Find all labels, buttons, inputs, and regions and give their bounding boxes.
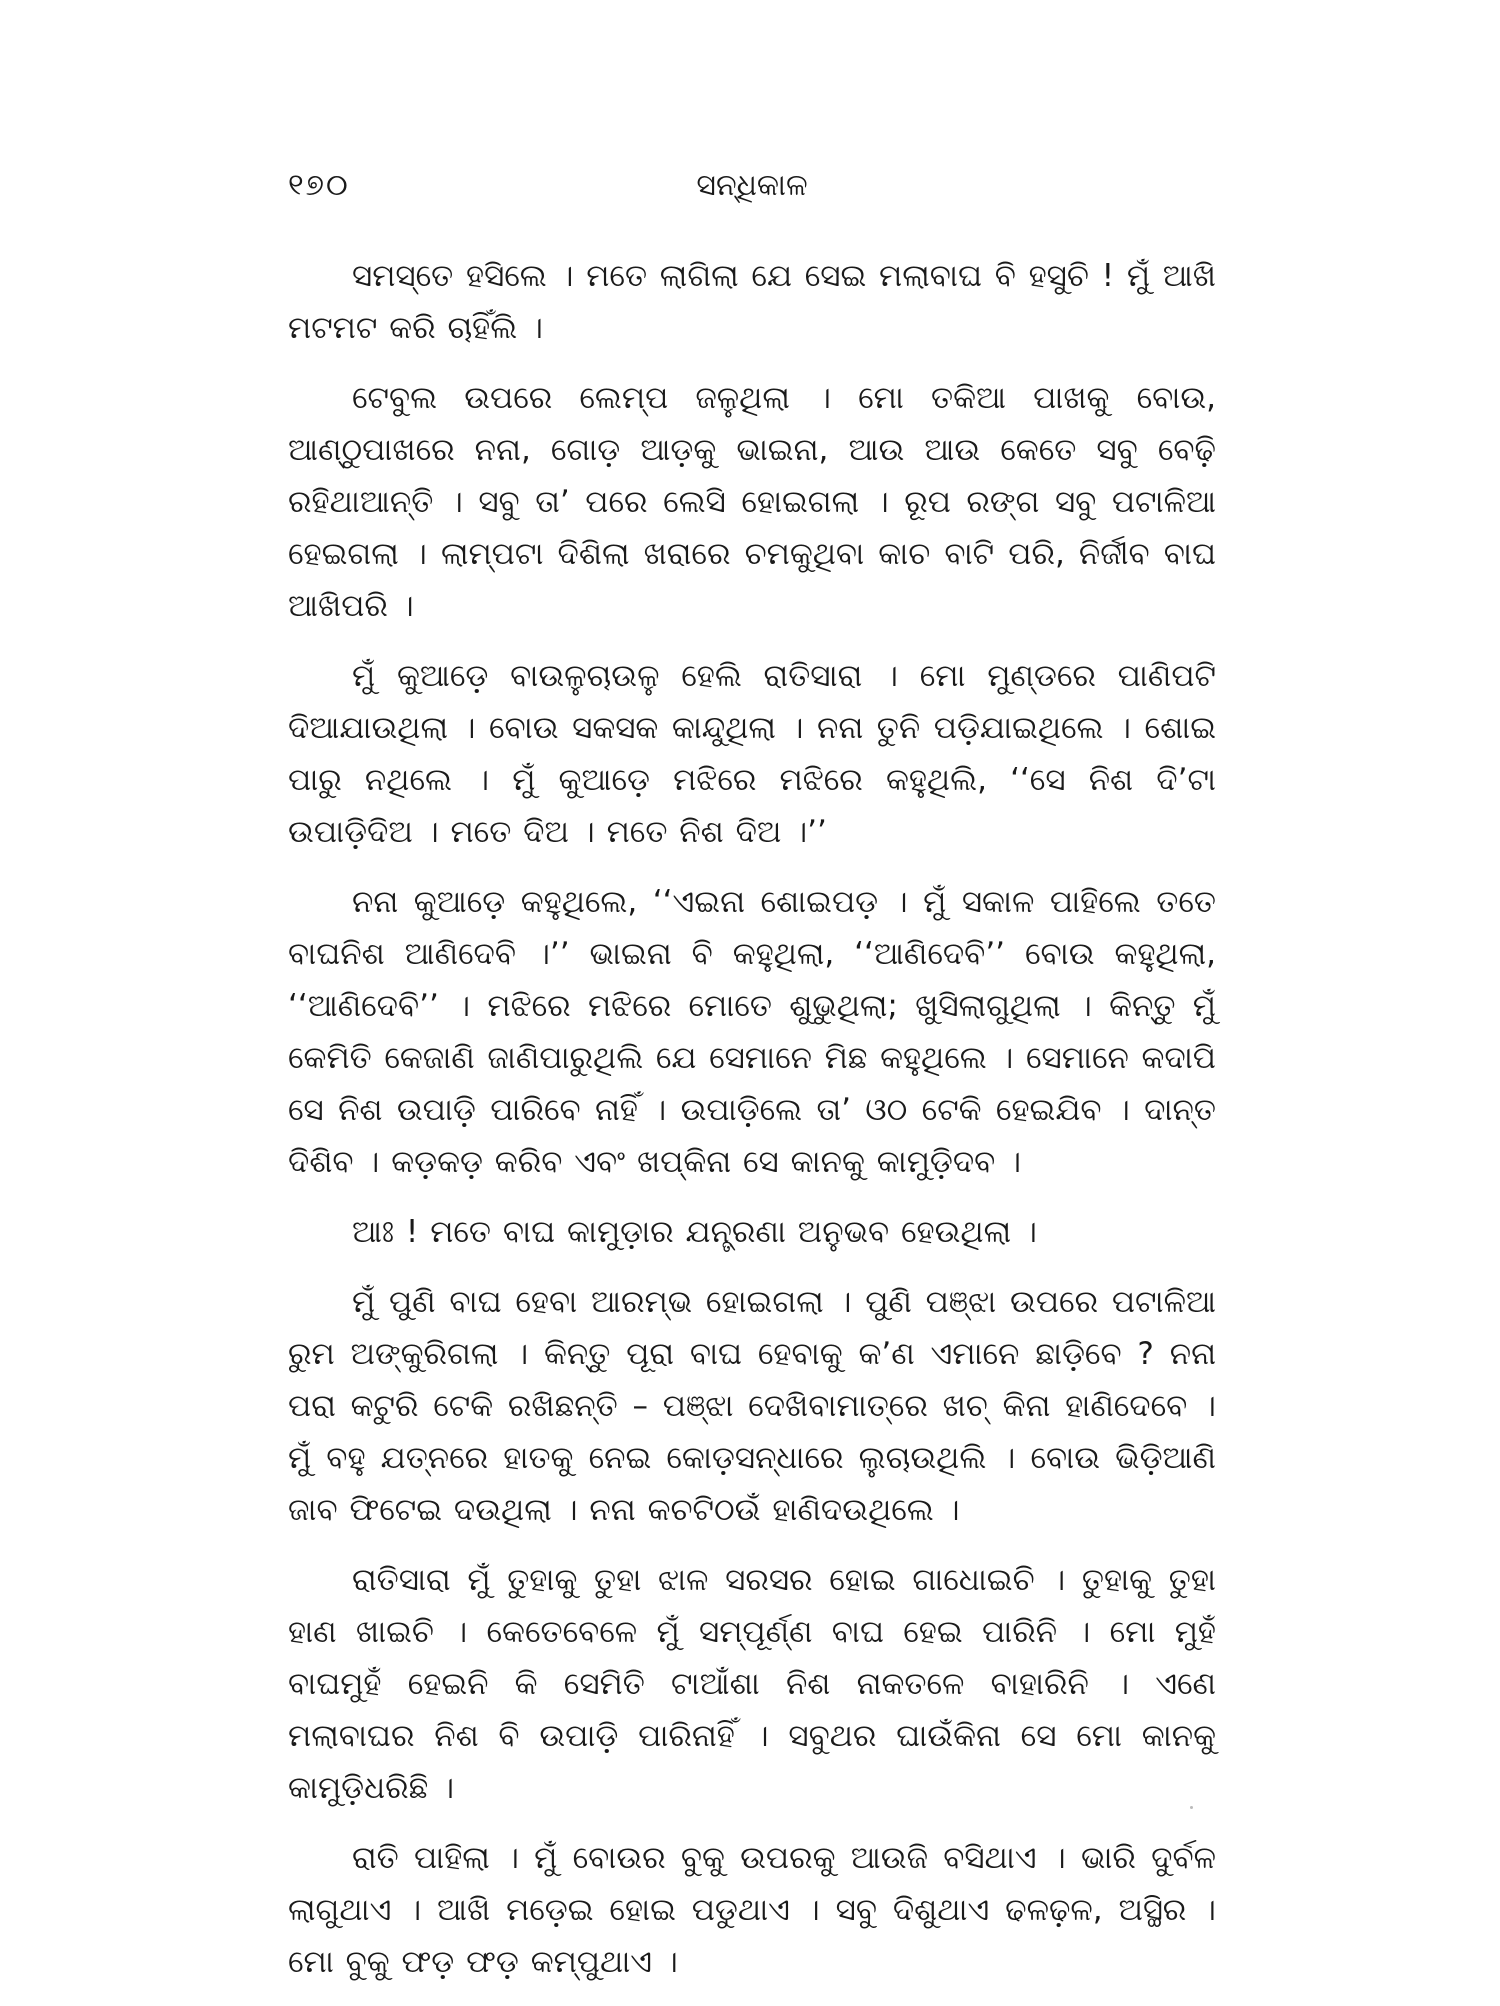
paragraph: ମୁଁ ପୁଣି ବାଘ ହେବା ଆରମ୍ଭ ହୋଇଗଲା । ପୁଣି ପଞ୍ଝା ଉପରେ ପଟାଳିଆ ରୁମ ଅଙ୍କୁରିଗଲା । କିନ୍ତୁ ପୂରା ବାଘ ହେବାକୁ କ’ଣ ଏମାନେ ଛାଡ଼ିବେ ? ନନା ପରା କଟୁରି ଟେକି ରଖିଛନ୍ତି – ପଞ୍ଝା ଦେଖିବାମାତ୍ରେ ଖଚ୍ କିନା ହାଣିଦେବେ । ମୁଁ ବହୁ ଯତ୍ନରେ ହାତକୁ ନେଇ କୋଡ଼ସନ୍ଧାରେ ଲୁଚାଉଥିଲି । ବୋଉ ଭିଡ଼ିଆଣି ଜାବ ଫିଟେଇ ଦଉଥିଲା । ନନା କଚଟିଠଉଁ ହାଣିଦଉଥିଲେ । <box>288 1284 1216 1528</box>
paragraph: ମୁଁ କୁଆଡ଼େ ବାଉଳୁଚାଉଳୁ ହେଲି ରାତିସାରା । ମୋ ମୁଣ୍ଡରେ ପାଣିପଟି ଦିଆଯାଉଥିଲା । ବୋଉ ସକସକ କାନ୍ଦୁଥିଲା । ନନା ତୁନି ପଡ଼ିଯାଇଥିଲେ । ଶୋଇ ପାରୁ ନଥିଲେ । ମୁଁ କୁଆଡ଼େ ମଝିରେ ମଝିରେ କହୁଥିଲି, ‘‘ସେ ନିଶ ଦି’ଟା ଉପାଡ଼ିଦିଅ । ମତେ ଦିଅ । ମତେ ନିଶ ଦିଅ ।’’ <box>288 658 1216 850</box>
paragraph: ଟେବୁଲ ଉପରେ ଲେମ୍ପ ଜଳୁଥିଲା । ମୋ ତକିଆ ପାଖକୁ ବୋଉ, ଆଣ୍ଠୁପାଖରେ ନନା, ଗୋଡ଼ ଆଡ଼କୁ ଭାଇନା, ଆଉ ଆଉ କେତେ ସବୁ ବେଢ଼ି ରହିଥାଆନ୍ତି । ସବୁ ତା’ ପରେ ଲେସି ହୋଇଗଲା । ରୂପ ରଙ୍ଗ ସବୁ ପଟାଳିଆ ହେଇଗଲା । ଲାମ୍ପଟା ଦିଶିଲା ଖରାରେ ଚମକୁଥିବା କାଚ ବାଟି ପରି, ନିର୍ଜୀବ ବାଘ ଆଖିପରି । <box>288 380 1216 624</box>
paragraph: ଆଃ ! ମତେ ବାଘ କାମୁଡ଼ାର ଯନ୍ତ୍ରଣା ଅନୁଭବ ହେଉଥିଲା । <box>352 1214 1037 1250</box>
scan-speck <box>1190 1806 1193 1809</box>
body-text <box>288 250 1216 2006</box>
paragraph: ରାତି ପାହିଲା । ମୁଁ ବୋଉର ବୁକୁ ଉପରକୁ ଆଉଜି ବସିଥାଏ । ଭାରି ଦୁର୍ବଳ ଲାଗୁଥାଏ । ଆଖି ମଡ଼େଇ ହୋଇ ପଡୁଥାଏ । ସବୁ ଦିଶୁଥାଏ ଢଳଢ଼ଳ, ଅସ୍ଥିର । ମୋ ବୁକୁ ଫଡ଼ ଫଡ଼ କମ୍ପୁଥାଏ । <box>288 1840 1216 1980</box>
page-number: ୧୭୦ <box>288 168 350 203</box>
running-title: ସନ୍ଧିକାଳ <box>696 168 808 203</box>
paragraph: ନନା କୁଆଡ଼େ କହୁଥିଲେ, ‘‘ଏଇନା ଶୋଇପଡ଼ । ମୁଁ ସକାଳ ପାହିଲେ ତତେ ବାଘନିଶ ଆଣିଦେବି ।’’ ଭାଇନା ବି କହୁଥିଲା, ‘‘ଆଣିଦେବି’’ ବୋଉ କହୁଥିଲା, ‘‘ଆଣିଦେବି’’ । ମଝିରେ ମଝିରେ ମୋତେ ଶୁଭୁଥିଲା; ଖୁସିଲାଗୁଥିଲା । କିନ୍ତୁ ମୁଁ କେମିତି କେଜାଣି ଜାଣିପାରୁଥିଲି ଯେ ସେମାନେ ମିଛ କହୁଥିଲେ । ସେମାନେ କଦାପି ସେ ନିଶ ଉପାଡ଼ି ପାରିବେ ନାହିଁ । ଉପାଡ଼ିଲେ ତା’ ଓଠ ଟେକି ହେଇଯିବ । ଦାନ୍ତ ଦିଶିବ । କଡ଼କଡ଼ କରିବ ଏବଂ ଖପ୍‌କିନା ସେ କାନକୁ କାମୁଡ଼ିଦବ । <box>288 884 1216 1180</box>
paragraph: ରାତିସାରା ମୁଁ ତୁହାକୁ ତୁହା ଝାଳ ସରସର ହୋଇ ଗାଧୋଇଚି । ତୁହାକୁ ତୁହା ହାଣ ଖାଇଚି । କେତେବେଳେ ମୁଁ ସମ୍ପୂର୍ଣ୍ଣ ବାଘ ହେଇ ପାରିନି । ମୋ ମୁହଁ ବାଘମୁହଁ ହେଇନି କି ସେମିତି ଟାଆଁଶା ନିଶ ନାକତଳେ ବାହାରିନି । ଏଣେ ମଲାବାଘର ନିଶ ବି ଉପାଡ଼ି ପାରିନାହିଁ । ସବୁଥର ଘାଉଁକିନା ସେ ମୋ କାନକୁ କାମୁଡ଼ିଧରିଛି । <box>288 1562 1216 1806</box>
paragraph: ସମସ୍ତେ ହସିଲେ । ମତେ ଲାଗିଲା ଯେ ସେଇ ମଲାବାଘ ବି ହସୁଚି ! ମୁଁ ଆଖି ମଟମଟ କରି ଚାହିଁଲି । <box>288 258 1216 346</box>
page-header <box>288 168 1216 208</box>
